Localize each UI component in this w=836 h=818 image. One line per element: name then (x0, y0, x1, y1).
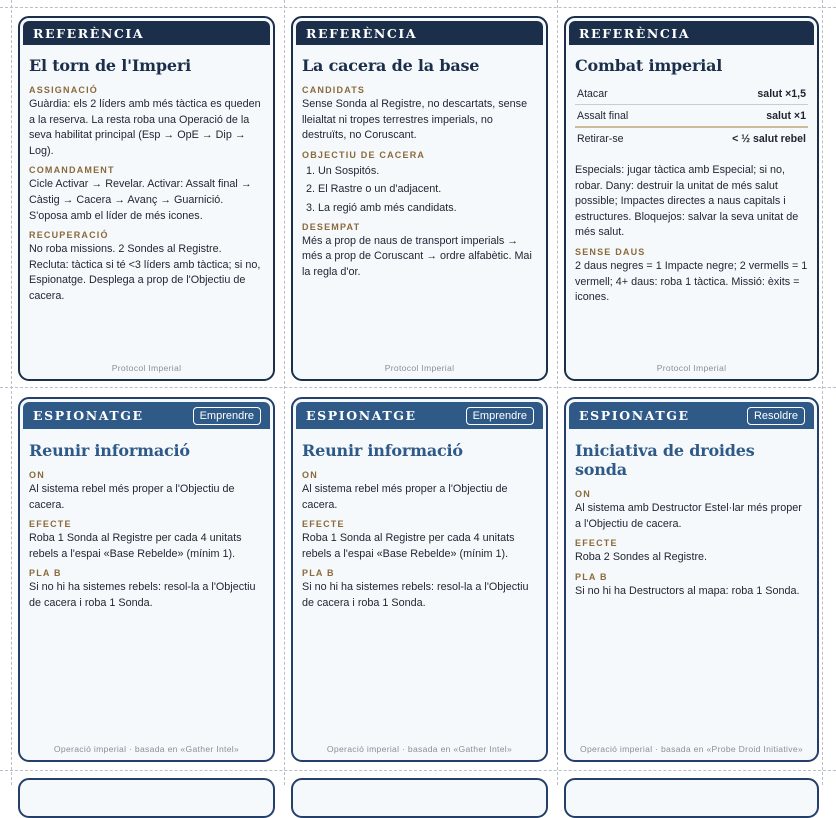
numbered-list (302, 162, 537, 218)
cut-guide-horizontal (0, 387, 836, 388)
section-heading: RECUPERACIÓ (29, 230, 109, 241)
section-text: Guàrdia: els 2 líders amb més tàctica es queden a la reserva. La resta roba una Operació de la seva habilitat principal (Esp → OpE → Dip → Log). (29, 98, 261, 157)
table-row (575, 83, 808, 105)
section-text: Al sistema rebel més proper a l'Objectiu de cacera. (302, 483, 508, 511)
operation-card (18, 397, 275, 762)
card-category: REFERÈNCIA (306, 25, 418, 41)
card-title: Reunir informació (29, 441, 190, 460)
resolve-button[interactable]: Resoldre (747, 407, 805, 425)
section-heading: CANDIDATS (302, 85, 366, 95)
next-card-edge (564, 778, 819, 818)
section-heading: PLA B (29, 568, 62, 579)
card-category: ESPIONATGE (579, 408, 690, 423)
section-heading: ASSIGNACIÓ (29, 85, 99, 95)
undertake-button[interactable]: Emprendre (466, 407, 534, 425)
reference-card (291, 16, 548, 381)
cut-guide-horizontal (0, 7, 836, 8)
table-row (575, 105, 808, 128)
card-category: REFERÈNCIA (33, 25, 145, 41)
section-text: 2 daus negres = 1 Impacte negre; 2 vermells = 1 vermell; 4+ daus: roba 1 tàctica. Missió: èxits = icones. (575, 259, 808, 304)
card-title: Combat imperial (575, 56, 723, 75)
card-title: Iniciativa de droides sonda (575, 441, 755, 479)
section-heading: DESEMPAT (302, 221, 361, 232)
section-heading: ON (29, 470, 45, 480)
section-text: Si no hi ha Destructors al mapa: roba 1 Sonda. (575, 584, 800, 597)
card-title: Reunir informació (302, 441, 463, 460)
section-heading: OBJECTIU DE CACERA (302, 149, 426, 160)
card-header-band (296, 21, 543, 45)
card-header-band (23, 21, 270, 45)
section-text: Més a prop de naus de transport imperials → més a prop de Coruscant → ordre alfabètic. Mai la regla d'or. (302, 234, 532, 278)
section-text: Roba 1 Sonda al Registre per cada 4 unitats rebels a l'espai «Base Rebelde» (mínim 1). (302, 532, 515, 560)
table-cell-value: salut ×1,5 (672, 83, 808, 105)
section-text: Cicle Activar → Revelar. Activar: Assalt final → Càstig → Cacera → Avanç → Guarnició. S'oposa amb el líder de més icones. (29, 178, 252, 222)
section-text: Si no hi ha sistemes rebels: resol-la a l'Objectiu de cacera i roba 1 Sonda. (302, 581, 529, 609)
cut-guide-vertical (11, 0, 12, 785)
undertake-button[interactable]: Emprendre (193, 407, 261, 425)
section-heading: COMANDAMENT (29, 165, 115, 176)
table-cell-value: < ½ salut rebel (732, 132, 806, 145)
cut-guide-vertical (284, 0, 285, 785)
section-heading: SENSE DAUS (575, 246, 646, 257)
operation-card (291, 397, 548, 762)
section-heading: PLA B (575, 571, 608, 582)
card-header-band (23, 402, 270, 429)
section-text: No roba missions. 2 Sondes al Registre. Recluta: tàctica si té <3 líders amb tàctica; si no, Espionatge. Desplega a prop de l'Objectiu de cacera. (29, 243, 261, 302)
cut-guide-vertical (557, 0, 558, 785)
section-heading: EFECTE (29, 519, 72, 530)
operation-card (564, 397, 819, 762)
table-cell-label: Retirar-se (577, 132, 624, 145)
section-text: Si no hi ha sistemes rebels: resol-la a l'Objectiu de cacera i roba 1 Sonda. (29, 581, 256, 609)
card-header-band (569, 402, 814, 429)
section-text: Roba 1 Sonda al Registre per cada 4 unitats rebels a l'espai «Base Rebelde» (mínim 1). (29, 532, 242, 560)
table-cell-label: Assalt final (575, 105, 672, 128)
section-heading: ON (302, 470, 318, 480)
cut-guide-horizontal (0, 770, 836, 771)
section-heading: EFECTE (575, 538, 618, 549)
list-item: 2. El Rastre o un d'adjacent. (318, 180, 537, 199)
next-card-edge (18, 778, 275, 818)
table-cell-value: salut ×1 (672, 105, 808, 128)
card-category: ESPIONATGE (306, 408, 417, 423)
section-heading: EFECTE (302, 519, 345, 530)
cut-guide-vertical (822, 0, 823, 785)
section-heading: PLA B (302, 568, 335, 579)
card-category: REFERÈNCIA (579, 25, 691, 41)
section-text: Roba 2 Sondes al Registre. (575, 551, 708, 564)
section-text: Al sistema amb Destructor Estel·lar més proper a l'Objectiu de cacera. (575, 502, 802, 530)
section-text: Al sistema rebel més proper a l'Objectiu de cacera. (29, 483, 235, 511)
card-footer: Protocol Imperial (384, 363, 455, 373)
reference-card (564, 16, 819, 381)
list-item: 3. La regió amb més candidats. (318, 199, 537, 218)
card-footer: Operació imperial · basada en «Probe Droid Initiative» (579, 744, 804, 754)
card-footer: Operació imperial · basada en «Gather Intel» (326, 744, 513, 754)
list-item: 1. Un Sospitós. (318, 162, 537, 181)
section-text: Especials: jugar tàctica amb Especial; si no, robar. Dany: destruir la unitat de més salut possible; Impactes directes a naus capitals i estructures. Bloquejos: salvar la seva unitat de més salut. (575, 164, 799, 239)
table-cell-label: Atacar (575, 83, 672, 105)
section-text: Sense Sonda al Registre, no descartats, sense lleialtat ni tropes terrestres imperials, no destruïts, no Coruscant. (302, 98, 528, 142)
table-row (575, 127, 808, 149)
card-footer: Operació imperial · basada en «Gather Intel» (53, 744, 240, 754)
card-title: El torn de l'Imperi (29, 56, 191, 75)
combat-table (575, 83, 808, 149)
card-title: La cacera de la base (302, 56, 480, 75)
card-header-band (569, 21, 814, 45)
card-header-band (296, 402, 543, 429)
section-heading: ON (575, 489, 591, 499)
next-card-edge (291, 778, 548, 818)
reference-card (18, 16, 275, 381)
card-category: ESPIONATGE (33, 408, 144, 423)
card-footer: Protocol Imperial (111, 363, 182, 373)
card-footer: Protocol Imperial (656, 363, 727, 373)
